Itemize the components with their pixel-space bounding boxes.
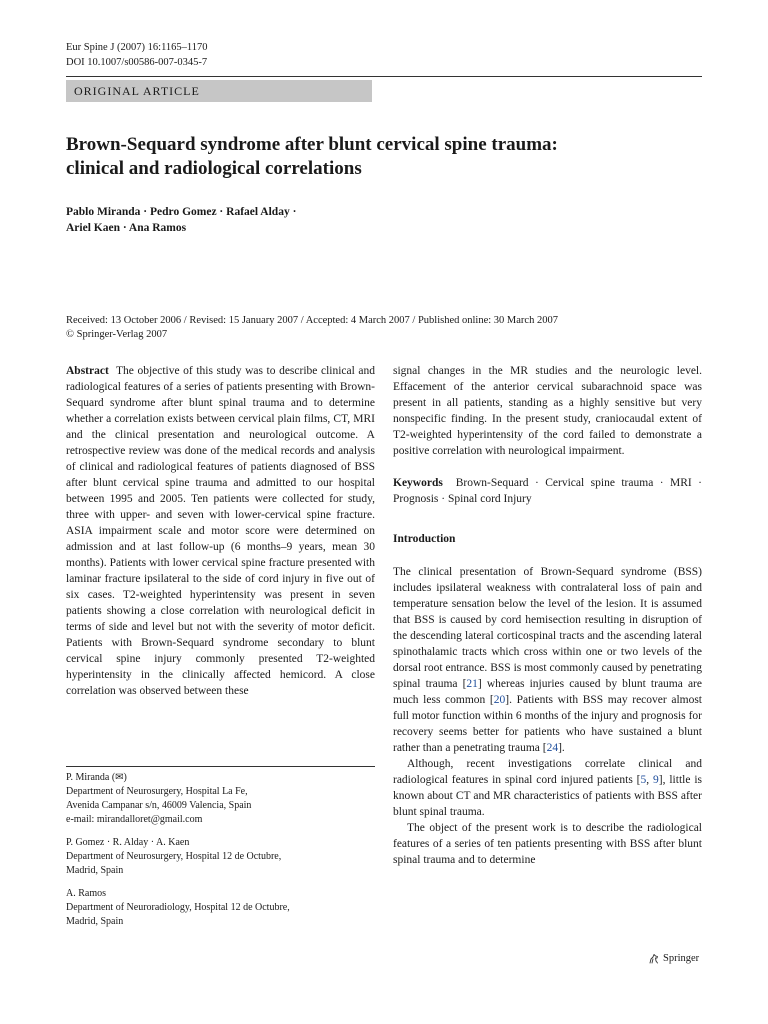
springer-horse-icon <box>648 953 660 965</box>
journal-citation: Eur Spine J (2007) 16:1165–1170 <box>66 42 208 53</box>
title-line-2: clinical and radiological correlations <box>66 158 362 179</box>
citation-link[interactable]: 24 <box>546 742 559 754</box>
title-line-1: Brown-Sequard syndrome after blunt cervical spine trauma: <box>66 134 558 155</box>
abstract <box>66 363 375 699</box>
authors-line-1: Pablo Miranda · Pedro Gomez · Rafael Alday · <box>66 206 297 218</box>
intro-paragraph-2: Although, recent investigations correlate clinical and radiological features in spinal cord injured patients [5, 9], little is known about CT and MR characteristics of patients with BSS after blunt spinal trauma. <box>393 758 702 818</box>
publication-history <box>66 314 706 342</box>
intro-paragraph-3: The object of the present work is to describe the radiological features of a series of ten patients presenting with BSS after blunt spinal trauma and to determine <box>393 822 702 866</box>
article-type-banner: ORIGINAL ARTICLE <box>66 80 372 102</box>
keywords <box>393 475 702 507</box>
abstract-continued: signal changes in the MR studies and the neurologic level. Effacement of the anterior cervical subarachnoid space was present in all patients, standing as a highly sensitive but very nonspecific finding. In the present study, craniocaudal extent of T2-weighted hyperintensity of the cord failed to demonstrate a positive correlation with neurological impairment. <box>393 365 702 457</box>
abstract-label: Abstract <box>66 365 109 377</box>
article-title <box>66 133 706 181</box>
header-rule <box>66 76 702 77</box>
right-column <box>393 363 702 868</box>
keywords-text: Brown-Sequard · Cervical spine trauma · MRI · Prognosis · Spinal cord Injury <box>393 477 702 505</box>
publisher-logo <box>648 951 699 967</box>
left-column <box>66 363 375 699</box>
citation-link[interactable]: 5 <box>640 774 647 786</box>
citation-link[interactable]: 21 <box>466 678 478 690</box>
introduction-heading: Introduction <box>393 533 456 545</box>
keywords-label: Keywords <box>393 477 443 489</box>
citation-link[interactable]: 20 <box>493 694 506 706</box>
abstract-text: The objective of this study was to describe clinical and radiological features of a series of patients presenting with Brown-Sequard syndrome after blunt spinal trauma and to determine whether a correlation exists between cervical plain films, CT, MRI and the clinical presentation and neurological outcome. A retrospective review was done of the medical records and analysis of clinical and radiological features of patients diagnosed of BSS after blunt cervical spine trauma and admitted to our hospital between 1995 and 2005. Ten patients were collected for study, three with upper- and seven with lower-cervical spine fracture. ASIA impairment scale and motor score were determined on admission and at last follow-up (6 months–9 years, mean 30 months). Patients with lower cervical spine fracture presented with laminar fracture ipsilateral to the side of cord injury in five out of six cases. T2-weighted hyperintensity was present in seven patients showing a close correlation with neurological deficit in terms of side and level but not with the severity of motor deficit. Patients with Brown-Sequard syndrome secondary to blunt cervical spine injury commonly presented T2-weighted hyperintensity in the clinically affected hemicord. A close correlation was observed between these <box>66 365 376 697</box>
affiliation-ramos: A. Ramos Department of Neuroradiology, Hospital 12 de Octubre, Madrid, Spain <box>66 888 290 927</box>
citation-link[interactable]: 9 <box>653 774 659 786</box>
email-link[interactable]: e-mail: mirandalloret@gmail.com <box>66 814 203 825</box>
affiliation-miranda: P. Miranda (✉) Department of Neurosurgery, Hospital La Fe, Avenida Campanar s/n, 46009 Valencia, Spain e-mail: mirandalloret@gmail.com <box>66 771 375 827</box>
received-dates: Received: 13 October 2006 / Revised: 15 January 2007 / Accepted: 4 March 2007 / Published online: 30 March 2007 <box>66 315 558 326</box>
author-affiliations <box>66 771 375 938</box>
publisher-name: Springer <box>663 953 700 964</box>
authors-line-2: Ariel Kaen · Ana Ramos <box>66 222 187 234</box>
affiliation-gomez-alday-kaen: P. Gomez · R. Alday · A. Kaen Department of Neurosurgery, Hospital 12 de Octubre, Madrid, Spain <box>66 837 282 876</box>
copyright: © Springer-Verlag 2007 <box>66 329 168 340</box>
footnote-rule <box>66 766 375 767</box>
intro-paragraph-1: The clinical presentation of Brown-Sequard syndrome (BSS) includes ipsilateral weakness with contralateral loss of pain and temperature sensation below the level of the lesion. It is assumed that BSS is caused by cord hemisection resulting in disruption of the descending lateral corticospinal tracts and the ascending lateral spinothalamic tracts which cross within one or two levels of the dorsal root entrance. BSS is most commonly caused by penetrating spinal trauma [21] whereas injuries caused by blunt trauma are much less common [20]. Patients with BSS may recover almost full motor function within 6 months of the injury and prognosis for recovery seems better for patients who have sustained a blunt rather than a penetrating trauma [24]. <box>393 566 702 754</box>
doi: DOI 10.1007/s00586-007-0345-7 <box>66 57 208 68</box>
author-list <box>66 204 466 236</box>
